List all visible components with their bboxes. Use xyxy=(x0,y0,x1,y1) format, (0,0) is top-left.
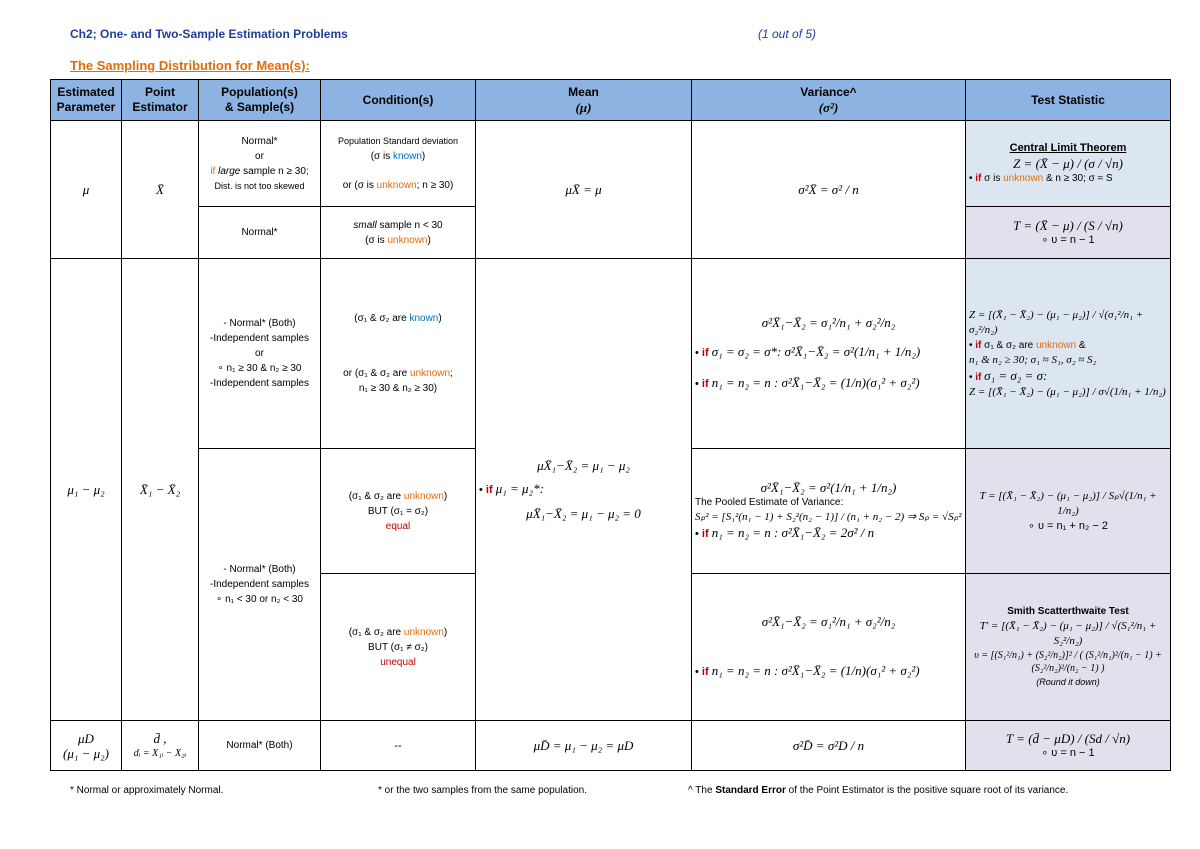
page-indicator: (1 out of 5) xyxy=(758,27,817,41)
condition-cell: (σ₁ & σ₂ are unknown) BUT (σ₁ ≠ σ₂) unequal xyxy=(321,574,476,721)
table-row xyxy=(51,721,1171,771)
col-header-test-statistic: Test Statistic xyxy=(966,80,1171,121)
section-subtitle: The Sampling Distribution for Mean(s): xyxy=(70,58,310,73)
mean-cell: μX̄₁−X̄₂ = μ₁ − μ₂ • if μ₁ = μ₂*: μX̄₁−X̄₂ = μ₁ − μ₂ = 0 xyxy=(476,259,692,721)
table-row xyxy=(51,259,1171,449)
condition-cell: Population Standard deviation (σ is known) or (σ is unknown; n ≥ 30) xyxy=(321,121,476,207)
condition-cell: (σ₁ & σ₂ are known) or (σ₁ & σ₂ are unknown; n₁ ≥ 30 & n₂ ≥ 30) xyxy=(321,259,476,449)
sampling-distribution-table xyxy=(50,79,1171,771)
population-cell: Normal* xyxy=(199,207,321,259)
population-cell: Normal* (Both) xyxy=(199,721,321,771)
population-cell: Normal* or if large sample n ≥ 30; Dist. is not too skewed xyxy=(199,121,321,207)
footnote-same-population: * or the two samples from the same population. xyxy=(378,785,587,796)
col-header-population: Population(s) & Sample(s) xyxy=(199,80,321,121)
param-mu-d: μD (μ₁ − μ₂) xyxy=(51,721,122,771)
variance-cell: σ²D̄ = σ²D / n xyxy=(692,721,966,771)
estimator-dbar: d̄ , dᵢ = X₁ᵢ − X₂ᵢ xyxy=(122,721,199,771)
mean-cell: μD̄ = μ₁ − μ₂ = μD xyxy=(476,721,692,771)
test-statistic-cell: T = [(X̄₁ − X̄₂) − (μ₁ − μ₂)] / Sₚ√(1/n₁ + 1/n₂) ∘ υ = n₁ + n₂ − 2 xyxy=(966,449,1171,574)
condition-cell: (σ₁ & σ₂ are unknown) BUT (σ₁ = σ₂) equal xyxy=(321,449,476,574)
table-header-row xyxy=(51,80,1171,121)
param-mu: μ xyxy=(51,121,122,259)
col-header-variance: Variance^ (σ²) xyxy=(692,80,966,121)
condition-cell: small sample n < 30 (σ is unknown) xyxy=(321,207,476,259)
col-header-mean: Mean (μ) xyxy=(476,80,692,121)
col-header-estimator: Point Estimator xyxy=(122,80,199,121)
variance-cell: σ²X̄₁−X̄₂ = σ₁²/n₁ + σ₂²/n₂ • if n₁ = n₂ = n : σ²X̄₁−X̄₂ = (1/n)(σ₁² + σ₂²) xyxy=(692,574,966,721)
footnote-normal: * Normal or approximately Normal. xyxy=(70,785,224,796)
variance-cell: σ²X̄ = σ² / n xyxy=(692,121,966,259)
population-cell: - Normal* (Both) -Independent samples or ∘ n₁ ≥ 30 & n₂ ≥ 30 -Independent samples xyxy=(199,259,321,449)
test-statistic-cell: T = (d̄ − μD) / (Sd / √n) ∘ υ = n − 1 xyxy=(966,721,1171,771)
table-row xyxy=(51,121,1171,207)
param-mu-diff: μ₁ − μ₂ xyxy=(51,259,122,721)
test-statistic-cell: Central Limit Theorem Z = (X̄ − μ) / (σ / √n) • if σ is unknown & n ≥ 30; σ ≈ S xyxy=(966,121,1171,207)
estimator-xbar-diff: X̄₁ − X̄₂ xyxy=(122,259,199,721)
variance-cell: σ²X̄₁−X̄₂ = σ²(1/n₁ + 1/n₂) The Pooled Estimate of Variance: Sₚ² = [S₁²(n₁ − 1) + S₂²(n₂ − 1)] / (n₁ + n₂ − 2) ⇒ Sₚ = √Sₚ² • if n₁ = n₂ = n : σ²X̄₁−X̄₂ = 2σ² / n xyxy=(692,449,966,574)
col-header-parameter: Estimated Parameter xyxy=(51,80,122,121)
document-title: Ch2; One- and Two-Sample Estimation Problems xyxy=(70,27,348,41)
population-cell: - Normal* (Both) -Independent samples ∘ n₁ < 30 or n₂ < 30 xyxy=(199,449,321,721)
estimator-xbar: X̄ xyxy=(122,121,199,259)
variance-cell: σ²X̄₁−X̄₂ = σ₁²/n₁ + σ₂²/n₂ • if σ₁ = σ₂ = σ*: σ²X̄₁−X̄₂ = σ²(1/n₁ + 1/n₂) • if n₁ = n₂ = n : σ²X̄₁−X̄₂ = (1/n)(σ₁² + σ₂²) xyxy=(692,259,966,449)
condition-cell: -- xyxy=(321,721,476,771)
test-statistic-cell: Smith Scatterthwaite Test T' = [(X̄₁ − X̄₂) − (μ₁ − μ₂)] / √(S₁²/n₁ + S₂²/n₂) υ = [(S₁²/n₁) + (S₂²/n₂)]² / ( (S₁²/n₁)²/(n₁ − 1) + (S₂²/n₂)²/(n₂ − 1) ) (Round it down) xyxy=(966,574,1171,721)
col-header-conditions: Condition(s) xyxy=(321,80,476,121)
footnote-standard-error: ^ The Standard Error of the Point Estimator is the positive square root of its variance. xyxy=(688,785,1069,796)
mean-cell: μX̄ = μ xyxy=(476,121,692,259)
test-statistic-cell: T = (X̄ − μ) / (S / √n) ∘ υ = n − 1 xyxy=(966,207,1171,259)
test-statistic-cell: Z = [(X̄₁ − X̄₂) − (μ₁ − μ₂)] / √(σ₁²/n₁ + σ₂²/n₂) • if σ₁ & σ₂ are unknown & n₁ & n₂ ≥ 30; σ₁ ≈ S₁, σ₂ ≈ S₂ • if σ₁ = σ₂ = σ: Z = [(X̄₁ − X̄₂) − (μ₁ − μ₂)] / σ√(1/n₁ + 1/n₂) xyxy=(966,259,1171,449)
